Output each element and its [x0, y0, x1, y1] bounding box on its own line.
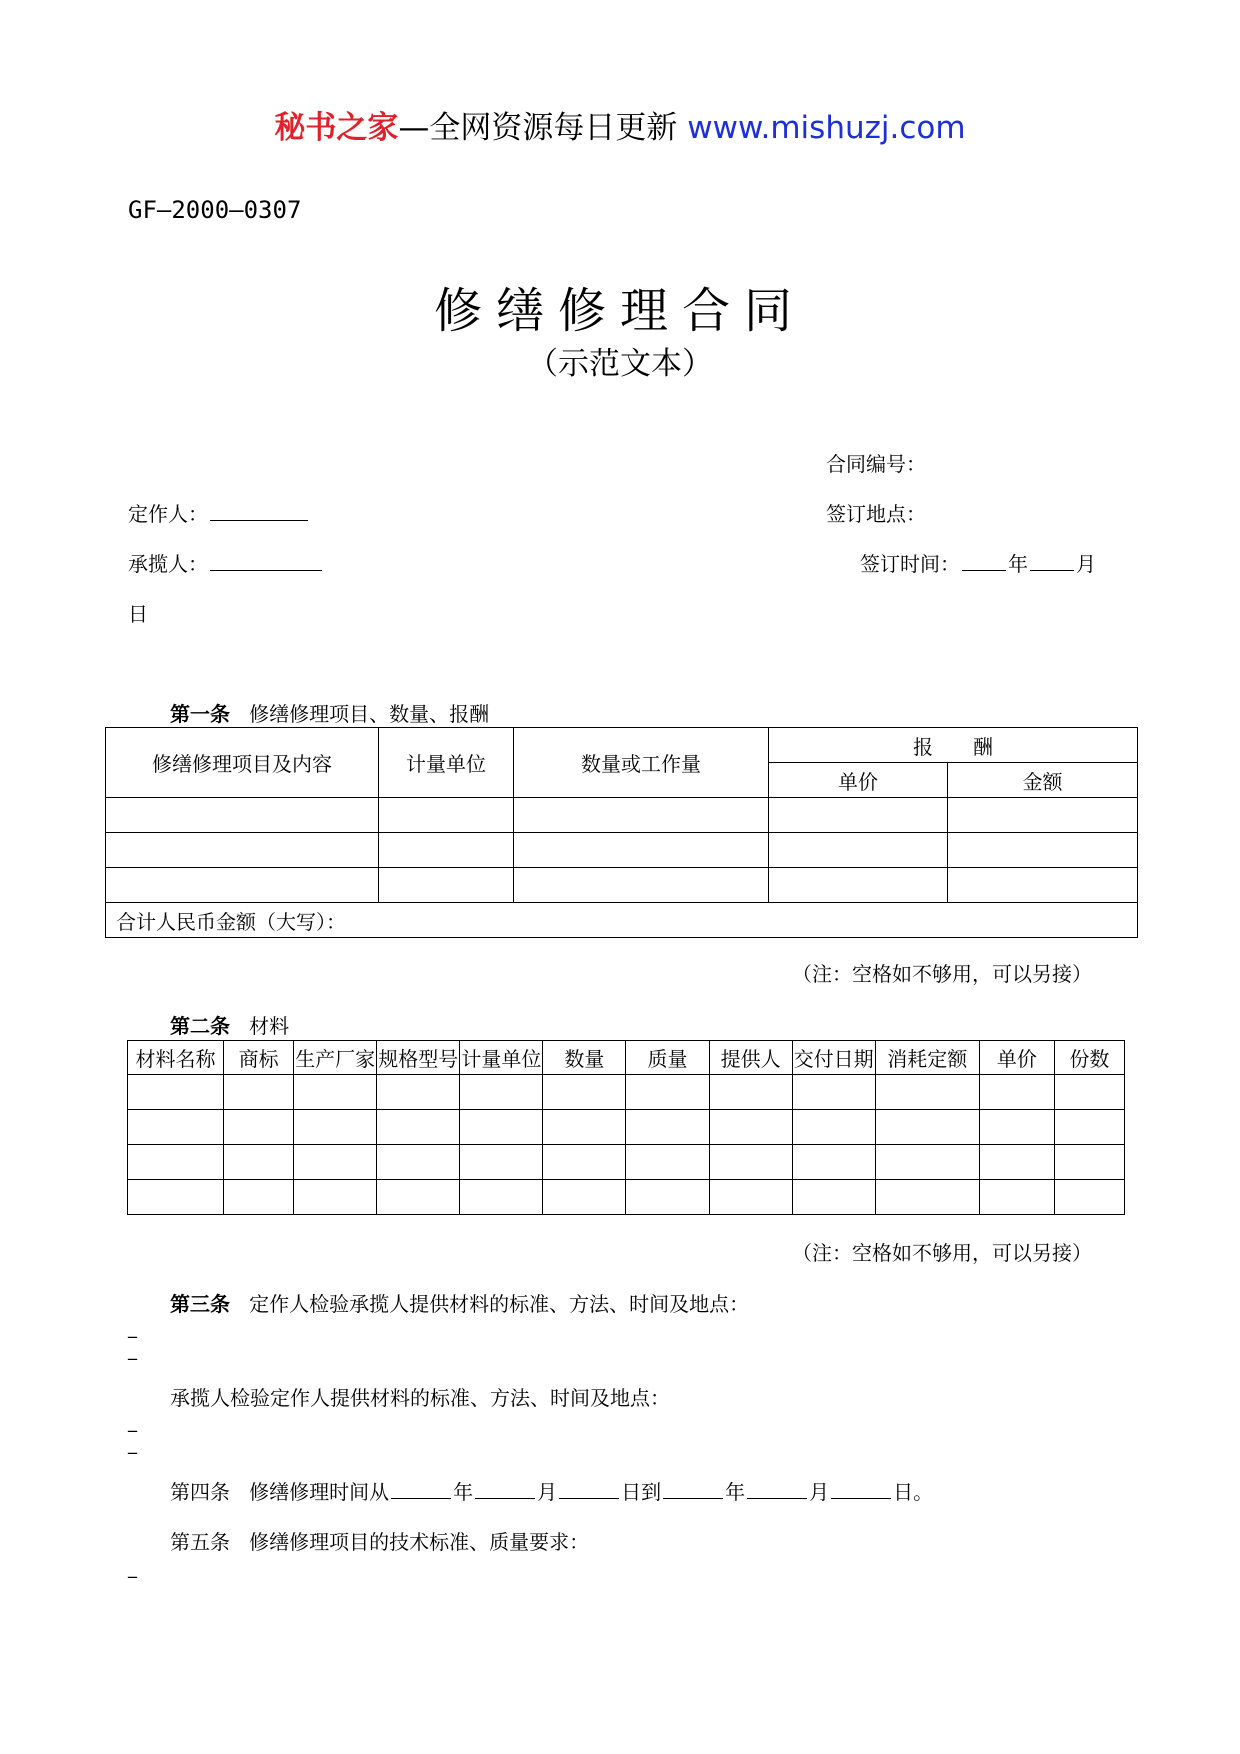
header-unit: 计量单位 — [460, 1041, 543, 1075]
contract-number-label: 合同编号： — [826, 452, 926, 476]
table-row — [128, 1145, 1125, 1180]
table-cell[interactable] — [1054, 1145, 1124, 1180]
table-cell[interactable] — [769, 833, 948, 868]
table-cell[interactable] — [979, 1075, 1054, 1110]
blank-line[interactable]: _ — [128, 1340, 137, 1361]
contractor-field — [128, 548, 324, 577]
table-row — [128, 1110, 1125, 1145]
table-row — [106, 798, 1138, 833]
doc-code: GF—2000—0307 — [128, 196, 302, 224]
table-cell[interactable] — [948, 833, 1138, 868]
sign-place-label: 签订地点： — [826, 502, 926, 526]
table-cell[interactable] — [377, 1145, 460, 1180]
end-year-blank[interactable] — [663, 1480, 723, 1499]
blank-line[interactable]: _ — [128, 1434, 137, 1455]
table-row — [128, 1075, 1125, 1110]
table-cell[interactable] — [709, 1180, 792, 1215]
table-cell[interactable] — [379, 868, 514, 903]
sign-year-label: 年 — [1008, 552, 1028, 576]
page-title: 修缮修理合同 — [433, 283, 806, 339]
header-provider: 提供人 — [709, 1041, 792, 1075]
header-item: 修缮修理项目及内容 — [106, 728, 379, 798]
header-manufacturer: 生产厂家 — [294, 1041, 377, 1075]
header-qty: 数量或工作量 — [514, 728, 769, 798]
table-cell[interactable] — [792, 1180, 875, 1215]
table-cell[interactable] — [875, 1180, 979, 1215]
header-unit: 计量单位 — [379, 728, 514, 798]
table-cell[interactable] — [875, 1110, 979, 1145]
table-cell[interactable] — [543, 1110, 626, 1145]
article2-label: 第二条 — [170, 1014, 230, 1038]
end-day-blank[interactable] — [831, 1480, 891, 1499]
table-cell[interactable] — [543, 1075, 626, 1110]
table-cell[interactable] — [460, 1110, 543, 1145]
table-cell[interactable] — [626, 1075, 709, 1110]
table-cell[interactable] — [979, 1145, 1054, 1180]
table-cell[interactable] — [875, 1145, 979, 1180]
table-cell[interactable] — [543, 1180, 626, 1215]
table-cell[interactable] — [460, 1075, 543, 1110]
table-cell[interactable] — [460, 1180, 543, 1215]
start-day-blank[interactable] — [559, 1480, 619, 1499]
article3-label: 第三条 — [170, 1292, 230, 1316]
article3-text: 定作人检验承揽人提供材料的标准、方法、时间及地点： — [249, 1292, 750, 1316]
table-cell[interactable] — [514, 868, 769, 903]
article3-text2: 承揽人检验定作人提供材料的标准、方法、时间及地点： — [170, 1386, 670, 1410]
article5-label: 第五条 — [170, 1530, 230, 1554]
header-consumption-quota: 消耗定额 — [875, 1041, 979, 1075]
table-cell[interactable] — [626, 1110, 709, 1145]
table-cell[interactable] — [128, 1075, 224, 1110]
table-cell[interactable] — [379, 798, 514, 833]
table-header-row — [106, 728, 1138, 763]
table-cell[interactable] — [769, 798, 948, 833]
table-cell[interactable] — [379, 833, 514, 868]
table-row — [106, 833, 1138, 868]
table-cell[interactable] — [128, 1110, 224, 1145]
table-cell[interactable] — [979, 1110, 1054, 1145]
sign-year-blank[interactable] — [962, 552, 1006, 571]
table-cell[interactable] — [106, 833, 379, 868]
table-cell[interactable] — [792, 1110, 875, 1145]
table-cell[interactable] — [128, 1145, 224, 1180]
article4-label: 第四条 — [170, 1480, 230, 1504]
end-day-label: 日。 — [893, 1480, 934, 1504]
table-cell[interactable] — [377, 1075, 460, 1110]
table-cell[interactable] — [514, 798, 769, 833]
header-copies: 份数 — [1054, 1041, 1124, 1075]
sign-day-label: 日 — [128, 602, 148, 626]
header-spec: 规格型号 — [377, 1041, 460, 1075]
sign-time-label: 签订时间： — [860, 552, 960, 576]
table-cell[interactable] — [294, 1075, 377, 1110]
end-year-label: 年 — [725, 1480, 746, 1504]
table-header-row — [128, 1041, 1125, 1075]
article1-heading — [170, 698, 489, 727]
table-cell[interactable] — [294, 1180, 377, 1215]
header-price: 单价 — [769, 763, 948, 798]
header-amount: 金额 — [948, 763, 1138, 798]
article3-heading — [170, 1288, 749, 1317]
article2-table — [127, 1040, 1125, 1215]
article2-heading — [170, 1010, 289, 1039]
header-pay: 报 酬 — [769, 728, 1138, 763]
total-row — [106, 903, 1138, 938]
table-cell[interactable] — [948, 798, 1138, 833]
table-cell[interactable] — [626, 1145, 709, 1180]
table-row — [128, 1180, 1125, 1215]
sign-time-field — [860, 548, 1096, 577]
banner-brand: 秘书之家 — [274, 110, 399, 146]
article1-label: 第一条 — [170, 702, 230, 726]
sign-month-blank[interactable] — [1030, 552, 1074, 571]
header-brand: 商标 — [224, 1041, 294, 1075]
blank-line[interactable]: _ — [128, 1558, 137, 1579]
table-cell[interactable] — [128, 1180, 224, 1215]
header-material-name: 材料名称 — [128, 1041, 224, 1075]
table-cell[interactable] — [460, 1145, 543, 1180]
article2-note: （注：空格如不够用，可以另接） — [792, 1241, 1092, 1265]
table-cell[interactable] — [709, 1110, 792, 1145]
orderer-blank[interactable] — [210, 502, 308, 521]
table-cell[interactable] — [709, 1145, 792, 1180]
table-cell[interactable] — [948, 868, 1138, 903]
blank-line[interactable]: _ — [128, 1318, 137, 1339]
article1-note: （注：空格如不够用，可以另接） — [792, 962, 1092, 986]
table-cell[interactable] — [294, 1145, 377, 1180]
orderer-field — [128, 498, 310, 527]
table-cell[interactable] — [224, 1145, 294, 1180]
table-cell[interactable] — [294, 1110, 377, 1145]
start-month-blank[interactable] — [475, 1480, 535, 1499]
table-cell[interactable] — [543, 1145, 626, 1180]
table-cell[interactable] — [224, 1110, 294, 1145]
end-month-label: 月 — [809, 1480, 830, 1504]
contractor-label: 承揽人： — [128, 552, 208, 576]
table-cell[interactable] — [106, 798, 379, 833]
start-year-blank[interactable] — [391, 1480, 451, 1499]
blank-line[interactable]: _ — [128, 1412, 137, 1433]
table-cell[interactable] — [1054, 1180, 1124, 1215]
article2-text: 材料 — [249, 1014, 290, 1038]
header-quantity: 数量 — [543, 1041, 626, 1075]
table-cell[interactable] — [106, 868, 379, 903]
table-cell[interactable] — [769, 868, 948, 903]
table-row — [106, 868, 1138, 903]
banner-url-link[interactable]: www.mishuzj.com — [687, 110, 966, 146]
table-cell[interactable] — [224, 1180, 294, 1215]
table-cell[interactable] — [224, 1075, 294, 1110]
table-cell[interactable] — [792, 1075, 875, 1110]
table-cell[interactable] — [875, 1075, 979, 1110]
table-cell[interactable] — [709, 1075, 792, 1110]
table-cell[interactable] — [514, 833, 769, 868]
contractor-blank[interactable] — [210, 552, 322, 571]
article4-line — [170, 1476, 933, 1505]
day-to-label: 日到 — [621, 1480, 662, 1504]
article4-text: 修缮修理时间从 — [249, 1480, 390, 1504]
start-month-label: 月 — [537, 1480, 558, 1504]
article5-heading — [170, 1526, 589, 1555]
total-amount-label[interactable]: 合计人民币金额（大写）： — [106, 903, 1138, 938]
table-cell[interactable] — [792, 1145, 875, 1180]
orderer-label: 定作人： — [128, 502, 208, 526]
table-cell[interactable] — [377, 1110, 460, 1145]
table-cell[interactable] — [1054, 1075, 1124, 1110]
header-unit-price: 单价 — [979, 1041, 1054, 1075]
sign-month-label: 月 — [1076, 552, 1096, 576]
header-delivery-date: 交付日期 — [792, 1041, 875, 1075]
table-cell[interactable] — [626, 1180, 709, 1215]
article1-table — [105, 727, 1138, 938]
table-cell[interactable] — [1054, 1110, 1124, 1145]
site-banner — [0, 102, 1240, 147]
table-cell[interactable] — [377, 1180, 460, 1215]
article5-text: 修缮修理项目的技术标准、质量要求： — [249, 1530, 590, 1554]
page-subtitle: （示范文本） — [527, 346, 713, 382]
banner-tagline: —全网资源每日更新 — [398, 110, 678, 146]
table-cell[interactable] — [979, 1180, 1054, 1215]
header-quality: 质量 — [626, 1041, 709, 1075]
article1-text: 修缮修理项目、数量、报酬 — [249, 702, 490, 726]
end-month-blank[interactable] — [747, 1480, 807, 1499]
start-year-label: 年 — [453, 1480, 474, 1504]
